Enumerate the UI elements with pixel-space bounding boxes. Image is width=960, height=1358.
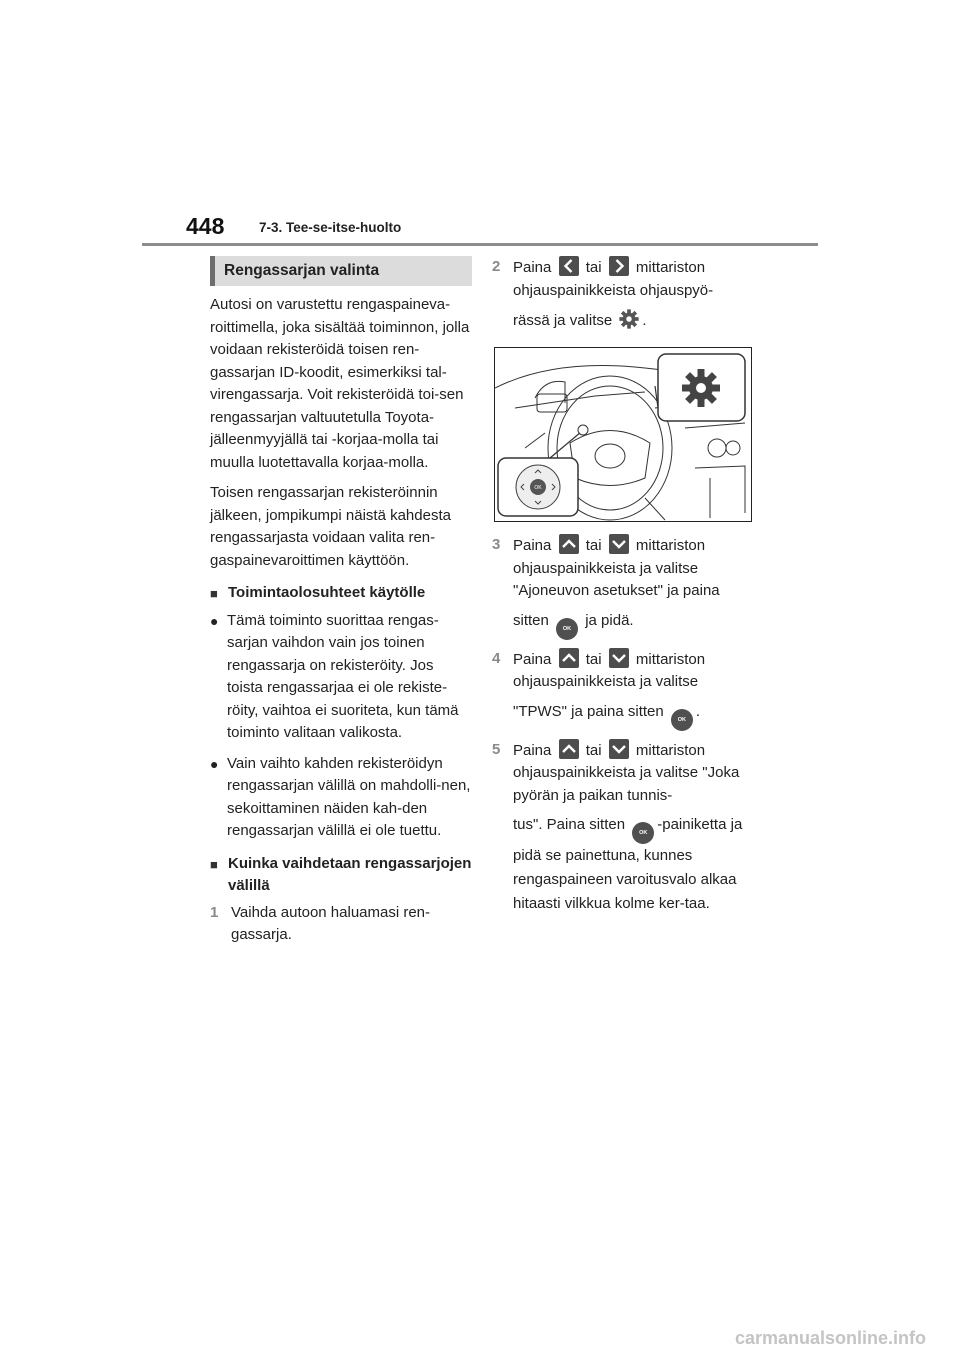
step-text: Paina <box>513 650 552 668</box>
square-bullet-icon: ■ <box>210 856 218 872</box>
step-text: "TPWS" ja paina sitten <box>513 702 664 720</box>
left-column <box>210 256 472 955</box>
ok-figure-label: OK <box>534 485 542 491</box>
step-text: . <box>642 312 647 329</box>
step-text: mittariston ohjauspainikkeista ja valitse "Ajoneuvon asetukset" ja paina <box>513 537 720 599</box>
bullet-item <box>210 610 472 745</box>
subheading-switching-text: Kuinka vaihdetaan rengassarjojen välillä <box>228 854 472 894</box>
steering-wheel-illustration <box>494 347 752 522</box>
step-text: ja pidä. <box>585 611 634 629</box>
step-text: tai <box>585 741 602 759</box>
chevron-up-icon <box>559 648 579 668</box>
step-text: rässä ja valitse <box>513 312 613 329</box>
chevron-down-icon <box>609 534 629 554</box>
step-text: Paina <box>513 259 552 276</box>
gear-icon <box>618 308 640 330</box>
step-3 <box>492 534 752 640</box>
step-text: mittariston ohjauspainikkeista ja valitse "Joka pyörän ja paikan tunnis- <box>513 741 740 804</box>
right-column <box>492 256 752 924</box>
section-heading: Rengassarjan valinta <box>210 256 472 286</box>
step-4 <box>492 648 752 731</box>
chevron-left-icon <box>559 256 579 276</box>
chevron-up-icon <box>559 534 579 554</box>
step-text: Vaihda autoon haluamasi ren-gassarja. <box>231 903 431 943</box>
section-title: 7-3. Tee-se-itse-huolto <box>259 220 402 235</box>
step-text: -painiketta ja pidä se painettuna, kunnes rengaspaineen varoitusvalo alkaa hitaasti vilkkua kolme ker-taa. <box>513 816 743 912</box>
chevron-down-icon <box>609 739 629 759</box>
bullet-text: Tämä toiminto suorittaa rengas-sarjan vaihdon vain jos toinen rengassarja on rekisteröity. Jos toista rengassarjaa ei ole rekiste-röity, vaihtoa ei suoriteta, kun tämä toiminto valitaan valikosta. <box>227 611 459 741</box>
bullet-item <box>210 753 472 843</box>
header-rule <box>142 243 818 246</box>
step-text: Paina <box>513 741 552 759</box>
step-number: 3 <box>492 536 501 553</box>
step-number: 4 <box>492 649 501 667</box>
step-text: tai <box>585 650 602 668</box>
step-5 <box>492 739 752 917</box>
second-paragraph: Toisen rengassarjan rekisteröinnin jälkeen, jompikumpi näistä kahdesta rengassarjasta voidaan valita ren-gaspainevaroittimen käyttöön. <box>210 484 451 569</box>
step-text: mittariston ohjauspainikkeista ja valitse <box>513 650 706 690</box>
step-number: 2 <box>492 258 501 275</box>
step-text: sitten <box>513 611 549 629</box>
step-text: . <box>695 702 701 720</box>
step-number: 1 <box>210 903 219 921</box>
bullet-text: Vain vaihto kahden rekisteröidyn rengassarjan välillä on mahdolli-nen, sekoittaminen näiden kah-den rengassarjan välillä ei ole tuettu. <box>227 754 471 839</box>
step-text: mittariston ohjauspainikkeista ohjauspyö- <box>513 259 714 299</box>
bullet-dot-icon: ● <box>210 755 219 772</box>
step-text: Paina <box>513 537 552 554</box>
bullet-dot-icon: ● <box>210 612 219 629</box>
step-1 <box>210 902 472 947</box>
step-text: tus". Paina sitten <box>513 816 626 833</box>
chevron-right-icon <box>609 256 629 276</box>
footer-watermark: carmanualsonline.info <box>735 1328 927 1348</box>
chevron-up-icon <box>559 739 579 759</box>
ok-button-icon: OK <box>556 618 578 640</box>
chevron-down-icon <box>609 648 629 668</box>
subheading-switching <box>210 853 472 898</box>
step-number: 5 <box>492 740 501 758</box>
intro-paragraph: Autosi on varustettu rengaspaineva-roittimella, joka sisältää toiminnon, jolla voidaan rekisteröidä toisen ren-gassarjan ID-koodit, esimerkiksi tal-virengassarja. Voit rekisteröidä toi-sen rengassarjan valtuutetulla Toyota-jälleenmyyjällä tai -korjaa-molla tai muulla luotettavalla korjaa-molla. <box>210 296 470 471</box>
dashboard-drawing <box>495 348 751 521</box>
ok-button-icon: OK <box>671 709 693 731</box>
step-text: tai <box>585 259 602 276</box>
page-number: 448 <box>186 213 225 239</box>
step-text: tai <box>585 537 602 554</box>
subheading-conditions-text: Toimintaolosuhteet käytölle <box>228 584 426 601</box>
subheading-conditions <box>210 582 472 606</box>
ok-button-icon: OK <box>632 822 654 844</box>
step-2 <box>492 256 752 333</box>
square-bullet-icon: ■ <box>210 586 218 601</box>
